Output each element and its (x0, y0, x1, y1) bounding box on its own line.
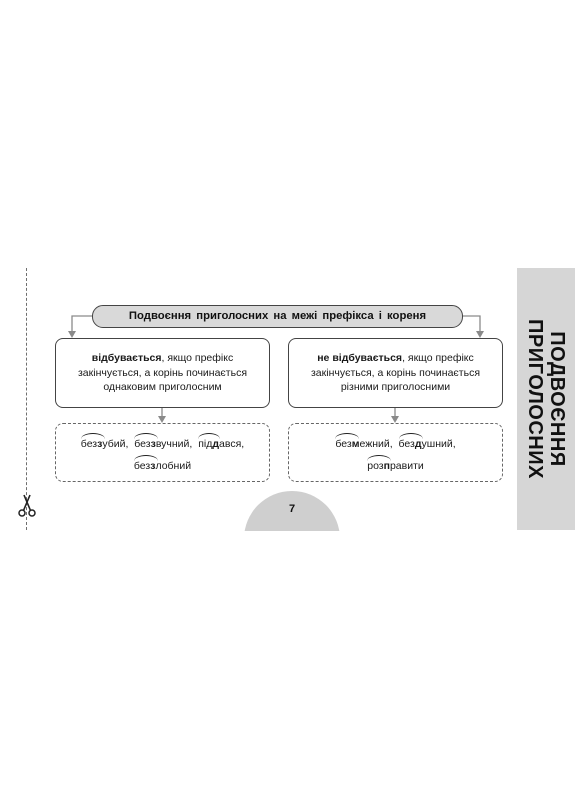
example-word: розправити (367, 458, 424, 472)
rule-left-bold: відбувається (91, 352, 162, 365)
rule-left-text: , якщо префікс закінчується, а корінь починається однаковим приголосним (77, 352, 247, 394)
examples-line: безмежний, бездушний, (289, 436, 502, 450)
example-word: беззвучний (134, 436, 189, 450)
page-number-tab (230, 491, 354, 531)
side-tab-line-2: ПРИГОЛОСНИХ (524, 319, 546, 479)
examples-line: беззубий, беззвучний, піддався, (56, 436, 269, 450)
examples-line (56, 458, 269, 472)
header-pill: Подвоєння приголосних на межі префікса і кореня (92, 305, 463, 328)
rule-box-left (55, 338, 270, 408)
side-tab-line-1: ПОДВОЄННЯ (546, 331, 568, 467)
rule-box-right (288, 338, 503, 408)
example-word: піддався (198, 436, 241, 450)
rule-right-text: , якщо префікс закінчується, а корінь починається різними приголосними (310, 352, 480, 394)
examples-box-left (55, 423, 270, 482)
rule-right-bold: не відбувається (317, 352, 403, 365)
example-word: бездушний (399, 436, 453, 450)
example-word: беззубий (81, 436, 126, 450)
examples-line (289, 458, 502, 472)
example-word: беззлобний (134, 458, 191, 472)
example-word: безмежний (335, 436, 389, 450)
page-number: 7 (288, 503, 296, 515)
examples-box-right (288, 423, 503, 482)
